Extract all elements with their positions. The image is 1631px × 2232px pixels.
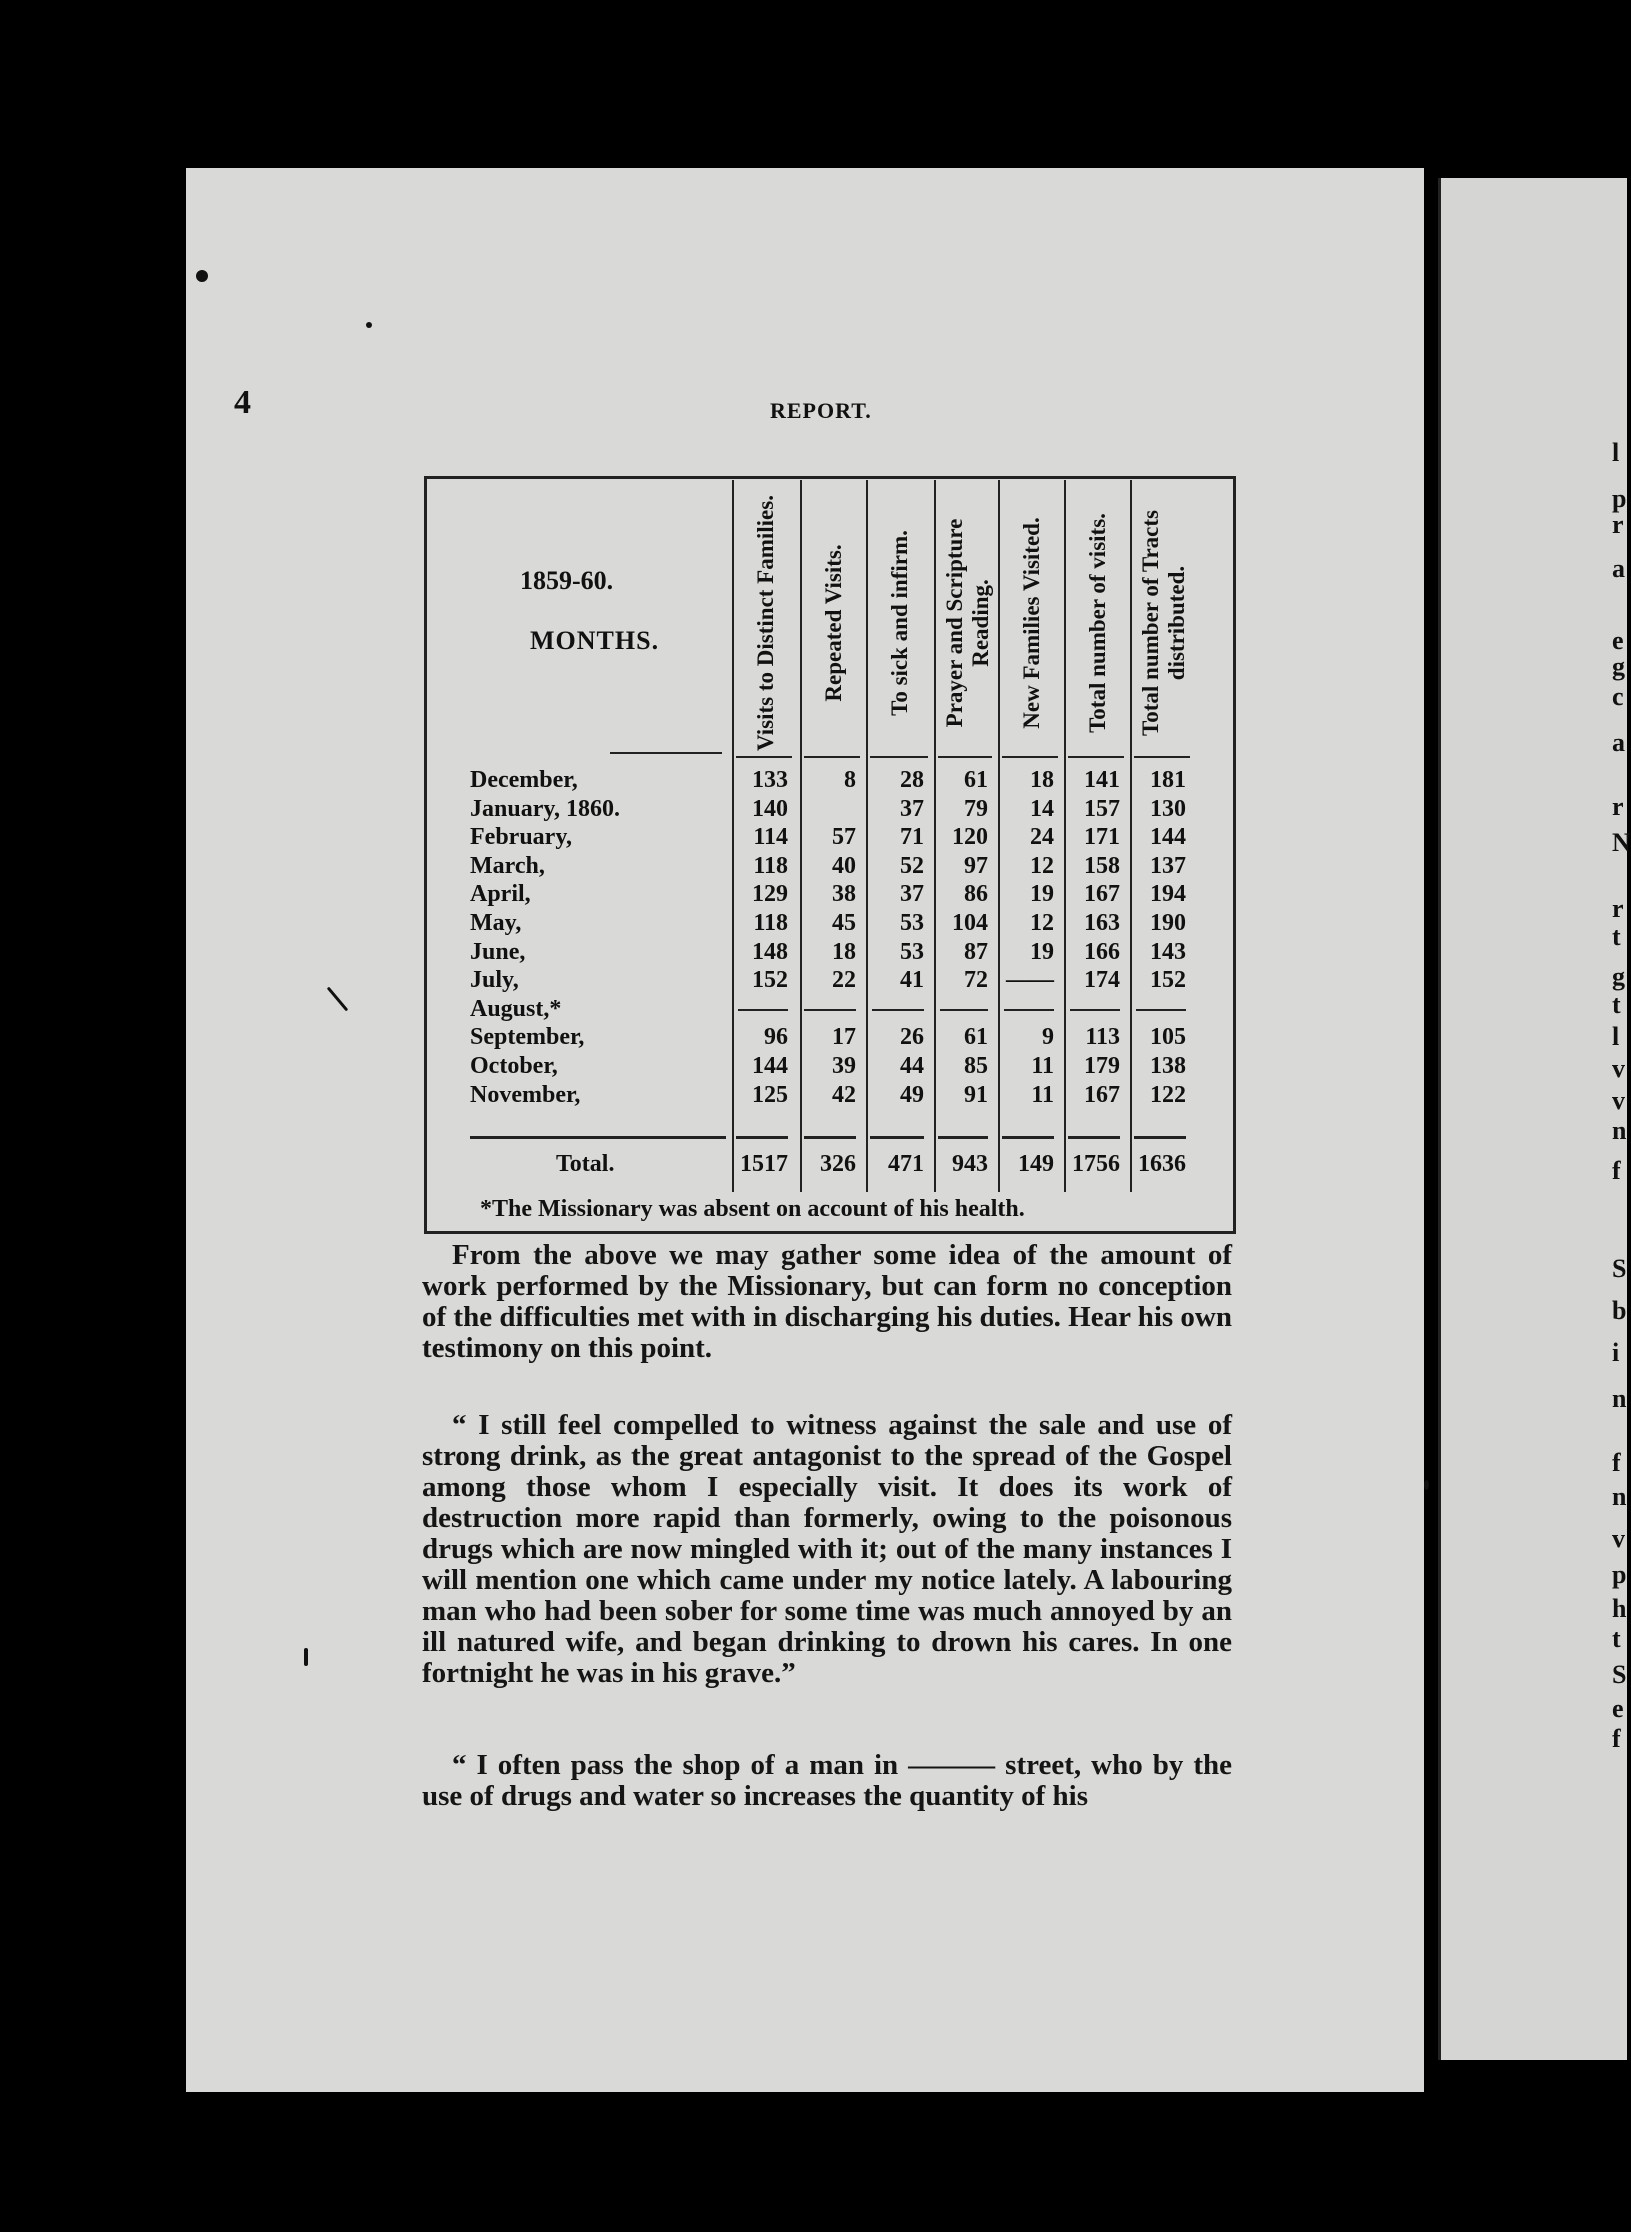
month-label: May,: [470, 910, 522, 936]
cell-new-families: ——: [1006, 967, 1054, 994]
cell-repeated: 45: [832, 910, 856, 936]
cell-distinct: 152: [752, 967, 788, 994]
cell-new-families: 24: [1030, 824, 1054, 851]
right-page-letter: S: [1612, 1660, 1627, 1689]
cell-distinct: 140: [752, 795, 788, 822]
right-page-letter: p: [1612, 484, 1627, 513]
right-page-letter: g: [1612, 962, 1625, 991]
header-underline: [1002, 756, 1058, 758]
cell-total-visits: 166: [1084, 938, 1120, 965]
right-page-letter: i: [1612, 1338, 1620, 1367]
cell-prayer: 91: [964, 1081, 988, 1108]
cell-total-visits: 167: [1084, 881, 1120, 908]
column-header-distinct: Visits to Distinct Families.: [753, 495, 778, 751]
absence-dash: [940, 1009, 988, 1011]
cell-repeated: 40: [832, 852, 856, 879]
right-page-letter: l: [1612, 438, 1620, 467]
absence-dash: [1004, 1009, 1054, 1011]
cell-tracts: 143: [1150, 938, 1186, 965]
cell-new-families: 11: [1031, 1081, 1054, 1108]
cell-tracts: 138: [1150, 1053, 1186, 1079]
cell-distinct: 144: [752, 1053, 788, 1079]
cell-sick: 49: [900, 1081, 924, 1108]
total-rule: [804, 1136, 856, 1139]
cell-tracts: 194: [1150, 881, 1186, 908]
right-page-letter: l: [1612, 1022, 1620, 1051]
table-row: [0, 766, 1624, 794]
cell-tracts: 144: [1150, 824, 1186, 851]
cell-prayer: 120: [952, 824, 988, 851]
body-paragraph-1: [422, 1240, 1232, 1364]
cell-sick: 53: [900, 910, 924, 936]
cell-repeated: 38: [832, 881, 856, 908]
right-page-letter: S: [1612, 1254, 1627, 1283]
cell-sick: 71: [900, 824, 924, 851]
cell-prayer: 79: [964, 795, 988, 822]
cell-tracts: 105: [1150, 1024, 1186, 1051]
cell-total-visits: 113: [1085, 1024, 1120, 1051]
cell-sick: 28: [900, 767, 924, 793]
cell-tracts: 181: [1150, 767, 1186, 793]
right-page-letter: b: [1612, 1296, 1627, 1325]
cell-distinct: 125: [752, 1081, 788, 1108]
total-repeated: 326: [820, 1151, 856, 1177]
absence-dash: [1136, 1009, 1186, 1011]
cell-distinct: 118: [753, 852, 788, 879]
total-rule: [1068, 1136, 1120, 1139]
cell-sick: 37: [900, 881, 924, 908]
absence-dash: [1070, 1009, 1120, 1011]
right-page-letter: r: [1612, 894, 1624, 923]
right-page-letter: r: [1612, 510, 1624, 539]
total-rule: [470, 1136, 726, 1139]
cell-total-visits: 179: [1084, 1053, 1120, 1079]
month-label: September,: [470, 1024, 585, 1051]
cell-distinct: 133: [752, 767, 788, 793]
month-label: March,: [470, 852, 545, 879]
total-row: [0, 1150, 1624, 1178]
total-tracts: 1636: [1138, 1151, 1186, 1177]
cell-repeated: 57: [832, 824, 856, 851]
cell-distinct: 129: [752, 881, 788, 908]
right-page-letter: g: [1612, 652, 1625, 681]
cell-total-visits: 167: [1084, 1081, 1120, 1108]
header-underline: [938, 756, 992, 758]
right-page-letter: n: [1612, 1384, 1627, 1413]
header-underline: [870, 756, 928, 758]
total-sick: 471: [888, 1151, 924, 1177]
total-label: Total.: [556, 1151, 615, 1177]
month-label: June,: [470, 938, 526, 965]
cell-sick: 44: [900, 1053, 924, 1079]
right-page-letter: r: [1612, 792, 1624, 821]
cell-total-visits: 157: [1084, 795, 1120, 822]
cell-sick: 53: [900, 938, 924, 965]
total-rule: [938, 1136, 988, 1139]
header-underline: [1068, 756, 1124, 758]
total-rule: [736, 1136, 788, 1139]
cell-total-visits: 141: [1084, 767, 1120, 793]
cell-prayer: 97: [964, 852, 988, 879]
cell-prayer: 61: [964, 1024, 988, 1051]
cell-total-visits: 163: [1084, 910, 1120, 936]
table-row: [0, 852, 1624, 880]
cell-repeated: 8: [844, 767, 856, 793]
absence-dash: [738, 1009, 788, 1011]
paragraph-text: From the above we may gather some idea of the amount of work performed by the Missionary, but can form no conception of the difficulties met with in discharging his duties. Hear his own testimony on this point.: [422, 1239, 1232, 1364]
header-rule: [610, 752, 722, 754]
column-header-total-visits: Total number of visits.: [1085, 513, 1110, 733]
column-header-sick: To sick and infirm.: [887, 530, 912, 716]
table-year: 1859-60.: [520, 566, 614, 595]
right-page-letter: a: [1612, 554, 1625, 583]
cell-new-families: 18: [1030, 767, 1054, 793]
body-paragraph-2: [422, 1410, 1232, 1689]
table-row: [0, 962, 1625, 994]
cell-distinct: 148: [752, 938, 788, 965]
cell-tracts: 130: [1150, 795, 1186, 822]
cell-distinct: 96: [764, 1024, 788, 1051]
cell-prayer: 104: [952, 910, 988, 936]
total-new-families: 149: [1018, 1151, 1054, 1177]
month-label: October,: [470, 1053, 558, 1079]
right-page-letter: v: [1612, 1054, 1625, 1083]
month-label: April,: [470, 881, 531, 908]
right-page-letter: t: [1612, 990, 1621, 1019]
column-header-tracts: Total number of Tracts distributed.: [1138, 510, 1189, 736]
cell-prayer: 87: [964, 938, 988, 965]
table-row: [0, 995, 1624, 1023]
table-row: [0, 792, 1624, 823]
month-label: December,: [470, 767, 578, 793]
total-rule: [870, 1136, 924, 1139]
right-page-letter: f: [1612, 1156, 1621, 1185]
column-header-prayer: Prayer and Scripture Reading.: [942, 518, 993, 728]
cell-distinct: 118: [753, 910, 788, 936]
header-underline: [804, 756, 860, 758]
body-paragraph-3: [422, 1750, 1232, 1812]
month-label: February,: [470, 824, 572, 851]
cell-prayer: 72: [964, 967, 988, 994]
cell-new-families: 14: [1030, 795, 1054, 822]
cell-new-families: 19: [1030, 938, 1054, 965]
right-page-letter: h: [1612, 1594, 1627, 1623]
right-page-letter: n: [1612, 1116, 1627, 1145]
month-label: August,*: [470, 995, 562, 1022]
total-rule: [1134, 1136, 1186, 1139]
cell-sick: 37: [900, 795, 924, 822]
absence-dash: [872, 1009, 924, 1011]
cell-total-visits: 171: [1084, 824, 1120, 851]
table-row: [0, 909, 1624, 937]
right-page-letter: v: [1612, 1086, 1625, 1115]
total-rule: [1002, 1136, 1054, 1139]
cell-tracts: 152: [1150, 967, 1186, 994]
ink-speck: [366, 322, 372, 328]
cell-repeated: 42: [832, 1081, 856, 1108]
total-distinct: 1517: [740, 1151, 788, 1177]
running-head: REPORT.: [770, 398, 872, 423]
column-header-new-families: New Families Visited.: [1019, 517, 1044, 729]
cell-repeated: 17: [832, 1024, 856, 1051]
cell-new-families: 11: [1031, 1053, 1054, 1079]
right-page-letter: f: [1612, 1448, 1621, 1477]
ink-speck: [1424, 1480, 1429, 1490]
column-header-repeated: Repeated Visits.: [821, 544, 846, 702]
table-row: [0, 1081, 1624, 1109]
paragraph-text: “ I still feel compelled to witness against the sale and use of strong drink, as the great antagonist to the spread of the Gospel among those whom I especially visit. It does its work of destruction more rapid than formerly, owing to the poisonous drugs which are now mingled with it; out of the many instances I will mention one which came under my notice lately. A labouring man who had been sober for some time was much annoyed by an ill natured wife, and began drinking to drown his cares. In one fortnight he was in his grave.”: [422, 1409, 1232, 1689]
month-label: July,: [470, 967, 519, 994]
paragraph-text: “ I often pass the shop of a man in ——— street, who by the use of drugs and water so increases the quantity of his: [422, 1749, 1232, 1812]
cell-tracts: 137: [1150, 852, 1186, 879]
right-page-letter: f: [1612, 1724, 1621, 1753]
table-footnote: *The Missionary was absent on account of his health.: [480, 1196, 1025, 1222]
table-row: [0, 938, 1624, 966]
month-label: November,: [470, 1081, 581, 1108]
cell-repeated: 22: [832, 967, 856, 994]
months-header: MONTHS.: [530, 626, 660, 655]
right-page-letter: t: [1612, 922, 1621, 951]
right-page-letter: N: [1612, 828, 1631, 857]
ink-mark: [304, 1648, 308, 1666]
cell-new-families: 12: [1030, 910, 1054, 936]
cell-sick: 26: [900, 1024, 924, 1051]
right-page-letter: c: [1612, 682, 1624, 711]
right-page-letter: e: [1612, 1694, 1624, 1723]
cell-new-families: 12: [1030, 852, 1054, 879]
table-row: [0, 1023, 1624, 1051]
cell-sick: 52: [900, 852, 924, 879]
right-page-letter: v: [1612, 1524, 1625, 1553]
cell-tracts: 122: [1150, 1081, 1186, 1108]
cell-new-families: 9: [1042, 1024, 1054, 1051]
cell-distinct: 114: [753, 824, 788, 851]
cell-sick: 41: [900, 967, 924, 994]
total-total-visits: 1756: [1072, 1151, 1120, 1177]
absence-dash: [804, 1009, 856, 1011]
cell-total-visits: 158: [1084, 852, 1120, 879]
table-row: [0, 1052, 1625, 1083]
cell-prayer: 86: [964, 881, 988, 908]
header-underline: [736, 756, 792, 758]
cell-tracts: 190: [1150, 910, 1186, 936]
cell-total-visits: 174: [1084, 967, 1120, 994]
right-page-letter: p: [1612, 1560, 1627, 1589]
cell-new-families: 19: [1030, 881, 1054, 908]
header-underline: [1134, 756, 1190, 758]
cell-prayer: 61: [964, 767, 988, 793]
month-label: January, 1860.: [470, 795, 621, 822]
right-page-letter: n: [1612, 1482, 1627, 1511]
right-page-letter: t: [1612, 1624, 1621, 1653]
page-number: 4: [234, 384, 251, 421]
cell-prayer: 85: [964, 1053, 988, 1079]
right-page-letter: a: [1612, 728, 1625, 757]
table-row: [0, 823, 1624, 851]
right-page-edge: [1438, 178, 1627, 2060]
cell-repeated: 18: [832, 938, 856, 965]
ink-speck: [196, 270, 208, 282]
total-prayer: 943: [952, 1151, 988, 1177]
cell-repeated: 39: [832, 1053, 856, 1079]
right-page-letter: e: [1612, 626, 1624, 655]
table-row: [0, 880, 1624, 908]
